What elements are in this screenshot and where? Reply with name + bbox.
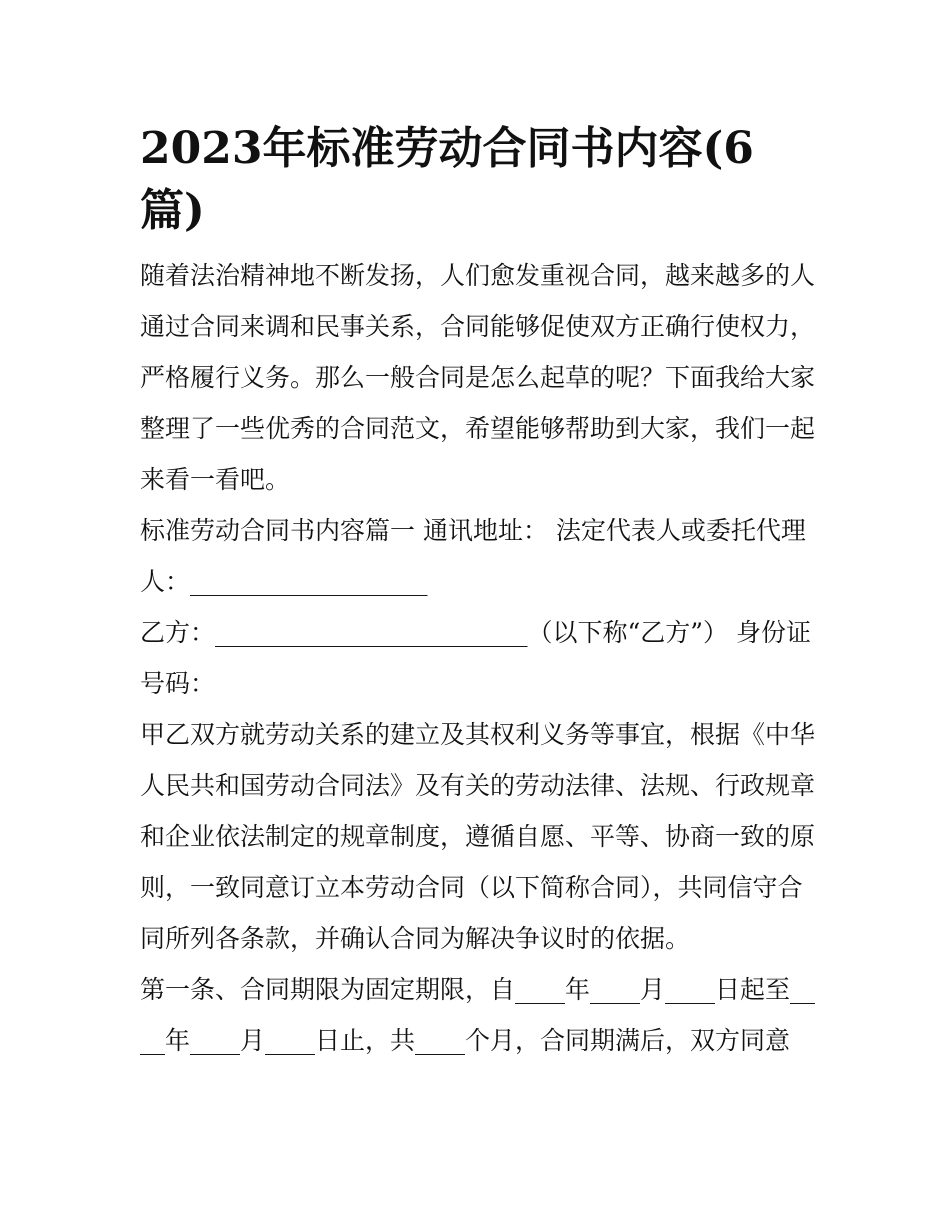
- document-title: 2023年标准劳动合同书内容(6篇): [140, 123, 754, 236]
- agreement-basis-paragraph: 甲乙双方就劳动关系的建立及其权利义务等事宜，根据《中华人民共和国劳动合同法》及有关的劳动法律、法规、行政规章和企业依法制定的规章制度，遵循自愿、平等、协商一致的原则，一致同意订立本劳动合同（以下简称合同），共同信守合同所列各条款，并确认合同为解决争议时的依据。: [140, 720, 816, 953]
- document-body: [140, 118, 815, 1066]
- intro-paragraph: 随着法治精神地不断发扬，人们愈发重视合同，越来越多的人通过合同来调和民事关系，合同能够促使双方正确行使权力，严格履行义务。那么一般合同是怎么起草的呢？下面我给大家整理了一些优秀的合同范文，希望能够帮助到大家，我们一起来看一看吧。: [140, 261, 816, 494]
- article-one-paragraph: 第一条、合同期限为固定期限，自____年____月____日起至____年____月____日止，共____个月，合同期满后，双方同意: [140, 975, 816, 1055]
- party-b-paragraph: 乙方：_________________________（以下称“乙方”） 身份证号码：: [140, 618, 812, 698]
- contract-header-paragraph: 标准劳动合同书内容篇一 通讯地址： 法定代表人或委托代理人：___________________: [140, 516, 806, 596]
